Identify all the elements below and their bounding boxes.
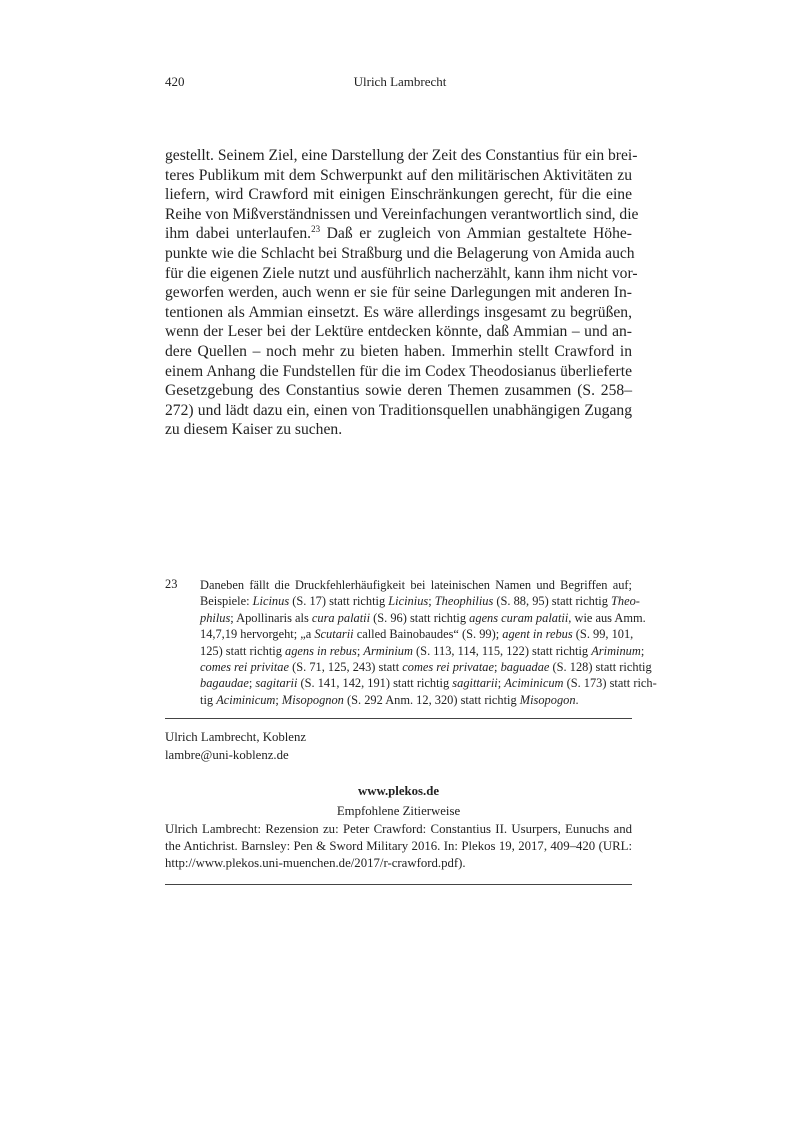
latin-term: philus bbox=[200, 610, 231, 625]
body-line-text: Gesetzgebung des Constantius sowie deren Themen zusammen (S. 258– bbox=[165, 382, 632, 400]
latin-term: Arminium bbox=[363, 643, 413, 658]
footnote-text: ; bbox=[497, 676, 505, 691]
latin-term: sagitarii bbox=[255, 676, 298, 691]
body-line bbox=[165, 322, 632, 341]
footnote-line bbox=[200, 675, 657, 691]
body-line-text: für die eigenen Ziele nutzt und ausführlich nacherzählt, kann ihm nicht vor- bbox=[165, 264, 638, 282]
footnote-line bbox=[200, 643, 645, 659]
body-line-text: dere Quellen – noch mehr zu bieten haben. Immerhin stellt Crawford in bbox=[165, 343, 632, 360]
latin-term: cura palatii bbox=[311, 610, 371, 625]
latin-term: Theophilius bbox=[434, 594, 494, 609]
footnote-text: (S. 71, 125, 243) statt bbox=[289, 660, 403, 674]
footnote-text: ; bbox=[640, 643, 645, 658]
footnote-text: ; bbox=[275, 692, 282, 707]
footnote-line bbox=[200, 626, 632, 642]
body-line bbox=[165, 185, 632, 204]
footnote-text: 14,7,19 hervorgeht; „a bbox=[200, 627, 315, 642]
latin-term: agens curam palatii bbox=[469, 610, 569, 625]
body-line-text: Daß er zugleich von Ammian gestaltete Höhe- bbox=[320, 225, 632, 243]
footnote-text: tig bbox=[200, 692, 217, 707]
body-line-text: teres Publikum mit dem Schwerpunkt auf den militärischen Aktivitäten zu bbox=[165, 166, 632, 184]
footnote-text: . bbox=[575, 692, 579, 707]
footnote-text: (S. 113, 114, 115, 122) statt richtig bbox=[412, 643, 592, 658]
latin-term: bagaudae bbox=[200, 676, 249, 691]
body-line bbox=[165, 283, 632, 302]
divider bbox=[165, 884, 632, 885]
body-line-text: zu diesem Kaiser zu suchen. bbox=[165, 421, 343, 439]
running-title: Ulrich Lambrecht bbox=[353, 74, 447, 89]
body-line-text: einem Anhang die Fundstellen für die im Codex Theodosianus überlieferte bbox=[165, 362, 632, 380]
latin-term: Scutarii bbox=[314, 627, 354, 642]
footnote-text: (S. 17) statt richtig bbox=[289, 594, 389, 609]
latin-term: Aciminicum bbox=[504, 676, 564, 691]
latin-term: sagittarii bbox=[452, 676, 498, 691]
author-email[interactable]: lambre@uni-koblenz.de bbox=[165, 748, 289, 762]
body-line bbox=[165, 420, 632, 439]
footnote-text: ; Apollinaris als bbox=[230, 610, 312, 625]
footnote-text: , wie aus Amm. bbox=[568, 610, 646, 625]
footnote-text: (S. 96) statt richtig bbox=[370, 610, 470, 625]
footnote-text: (S. 173) statt rich- bbox=[563, 676, 657, 691]
latin-term: Misopognon bbox=[281, 692, 344, 707]
footnote-text: Daneben fällt die Druckfehlerhäufigkeit bei lateinischen Namen und Begriffen auf; bbox=[200, 578, 632, 592]
author-name: Ulrich Lambrecht, Koblenz bbox=[165, 730, 307, 744]
body-line-text: punkte wie die Schlacht bei Straßburg und die Belagerung von Amida auch bbox=[165, 245, 635, 262]
body-line-text: wenn der Leser bei der Lektüre entdecken könnte, daß Ammian – und an- bbox=[165, 323, 632, 341]
footnote-text: (S. 141, 142, 191) statt richtig bbox=[297, 676, 453, 691]
body-line bbox=[165, 146, 638, 165]
body-line bbox=[165, 224, 632, 243]
footnote-text: ; bbox=[356, 643, 364, 658]
body-line bbox=[165, 303, 632, 322]
divider bbox=[165, 718, 632, 719]
body-line bbox=[165, 342, 632, 361]
latin-term: Ariminum bbox=[591, 643, 641, 658]
body-line-text: gestellt. Seinem Ziel, eine Darstellung der Zeit des Constantius für ein brei- bbox=[165, 147, 638, 164]
citation-line: http://www.plekos.uni-muenchen.de/2017/r-crawford.pdf). bbox=[165, 856, 466, 870]
body-line bbox=[165, 362, 632, 381]
footnote-text: called Bainobaudes“ (S. 99); bbox=[353, 627, 503, 642]
footnote-line bbox=[200, 577, 632, 593]
page-number: 420 bbox=[165, 74, 185, 89]
latin-term: agens in rebus bbox=[285, 643, 357, 658]
body-line-text: tentionen als Ammian einsetzt. Es wäre allerdings insgesamt zu begrüßen, bbox=[165, 303, 632, 321]
body-line-text: ihm dabei unterlaufen. bbox=[165, 225, 312, 243]
footnote-reference[interactable]: 23 bbox=[311, 224, 321, 235]
footnote-text: 125) statt richtig bbox=[200, 643, 285, 658]
citation-line: the Antichrist. Barnsley: Pen & Sword Military 2016. In: Plekos 19, 2017, 409–420 (URL: bbox=[165, 839, 632, 853]
body-line bbox=[165, 166, 632, 185]
body-line-text: 272) und lädt dazu ein, einen von Traditionsquellen unabhängigen Zugang bbox=[165, 401, 632, 419]
footnote-text: (S. 292 Anm. 12, 320) statt richtig bbox=[343, 692, 520, 707]
body-line bbox=[165, 264, 638, 283]
footnote-text: (S. 128) statt richtig bbox=[549, 660, 652, 674]
body-line bbox=[165, 205, 639, 224]
body-line bbox=[165, 381, 632, 400]
body-line-text: liefern, wird Crawford mit einigen Einschränkungen gerecht, für die eine bbox=[165, 186, 632, 204]
citation-line: Ulrich Lambrecht: Rezension zu: Peter Crawford: Constantius II. Usurpers, Eunuchs and bbox=[165, 822, 632, 836]
latin-term: Licinus bbox=[252, 594, 290, 609]
footnote-text: ; bbox=[494, 660, 501, 674]
body-line-text: Reihe von Mißverständnissen und Vereinfachungen verantwortlich sind, die bbox=[165, 205, 639, 223]
latin-term: Theo- bbox=[611, 594, 640, 609]
body-line bbox=[165, 401, 632, 420]
footnote-line bbox=[200, 593, 640, 609]
latin-term: agent in rebus bbox=[502, 627, 573, 642]
footnote-line bbox=[200, 610, 646, 626]
footnote-text: (S. 88, 95) statt richtig bbox=[493, 594, 611, 609]
body-line-text: geworfen werden, auch wenn er sie für seine Darlegungen mit anderen In- bbox=[165, 284, 632, 302]
latin-term: baguadae bbox=[500, 660, 550, 674]
footnote-text: Beispiele: bbox=[200, 594, 253, 609]
latin-term: Licinius bbox=[388, 594, 429, 609]
site-link[interactable]: www.plekos.de bbox=[357, 784, 440, 798]
latin-term: Misopogon bbox=[519, 692, 576, 707]
latin-term: comes rei privatae bbox=[402, 660, 495, 674]
footnote-text: ; bbox=[248, 676, 256, 691]
footnote-text: ; bbox=[428, 594, 435, 609]
footnote-number: 23 bbox=[165, 577, 178, 591]
body-line bbox=[165, 244, 635, 263]
footnote-line bbox=[200, 659, 652, 675]
latin-term: comes rei privitae bbox=[200, 660, 290, 674]
footnote-line bbox=[200, 692, 632, 708]
latin-term: Aciminicum bbox=[216, 692, 276, 707]
footnote-text: (S. 99, 101, bbox=[572, 627, 634, 642]
citation-heading: Empfohlene Zitierweise bbox=[336, 804, 461, 818]
